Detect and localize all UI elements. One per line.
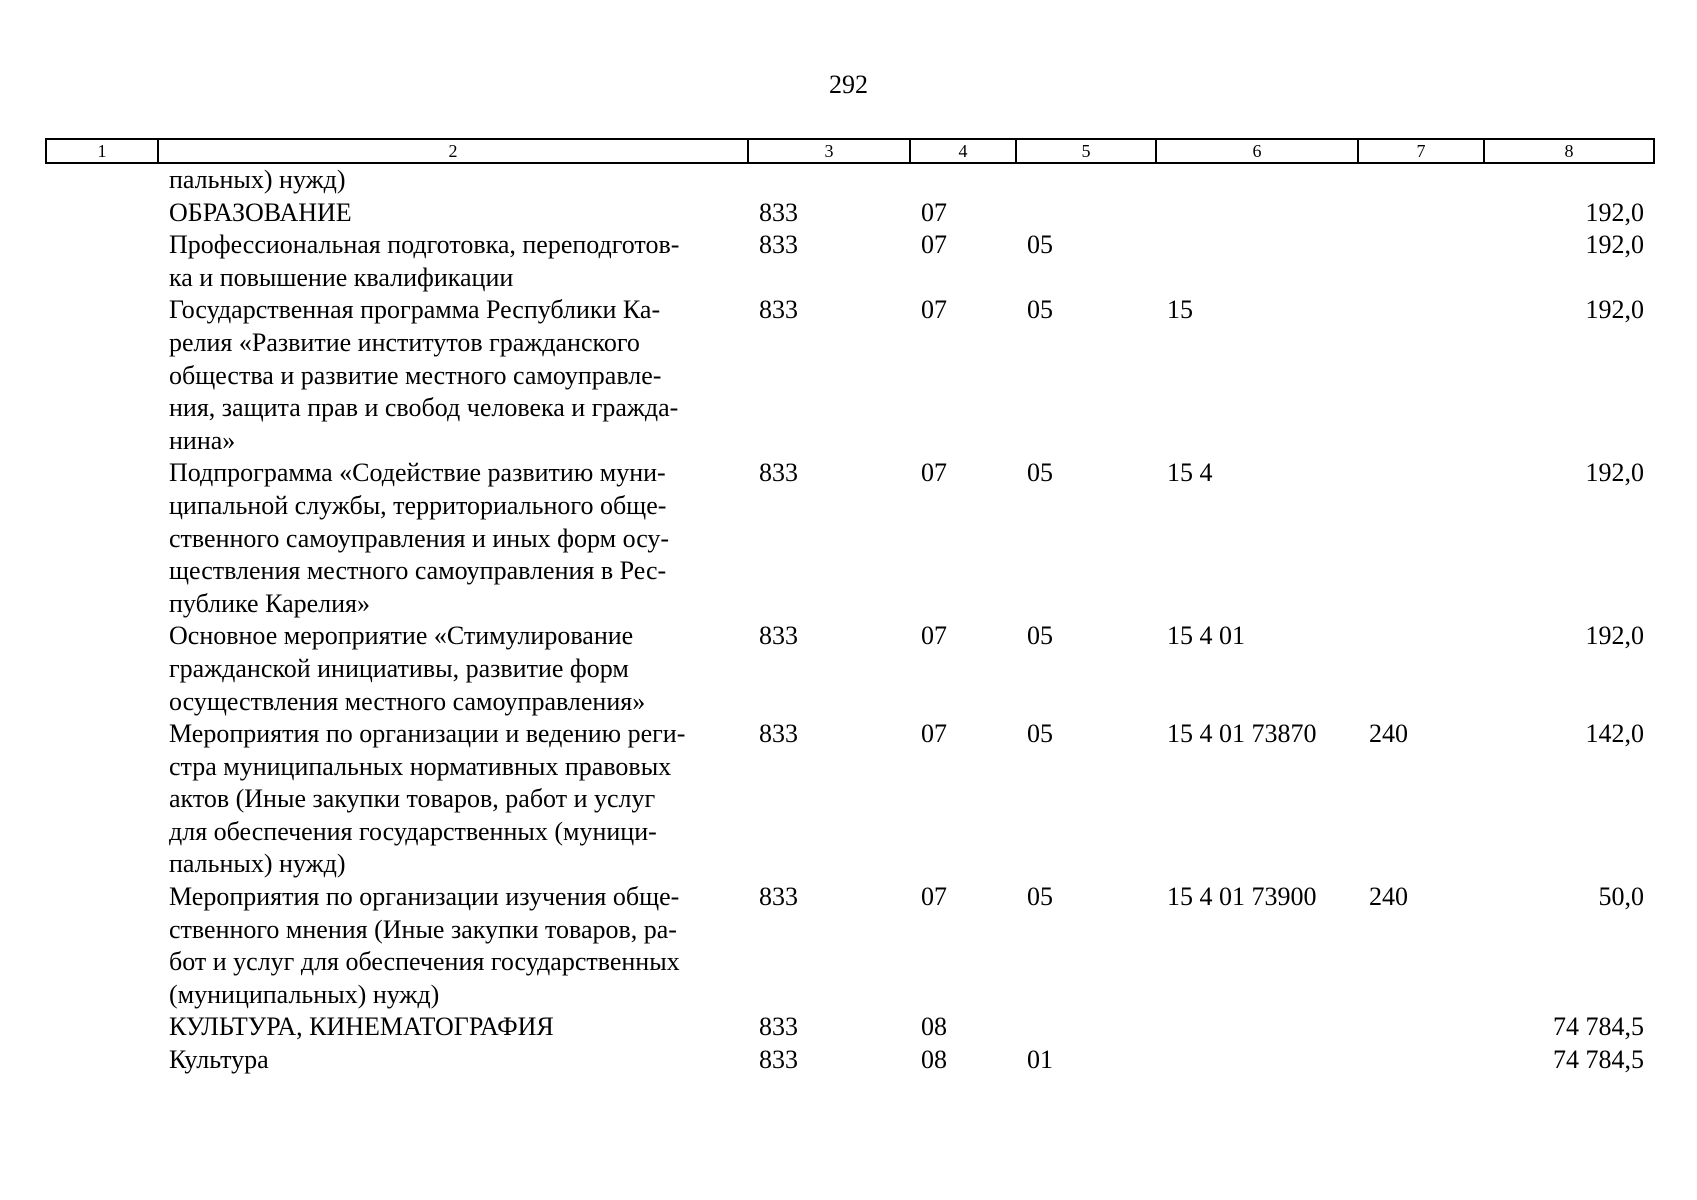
podrazdel-code-cell: 05 bbox=[1027, 882, 1053, 912]
razdel-code-cell: 07 bbox=[921, 295, 947, 325]
row-number-cell bbox=[46, 1044, 158, 1077]
target-article-cell bbox=[1156, 197, 1358, 230]
amount-cell: 192,0 bbox=[1585, 230, 1644, 260]
ved-code-cell: 833 bbox=[759, 230, 798, 260]
amount-cell: 142,0 bbox=[1585, 719, 1644, 749]
row-number-cell bbox=[46, 1011, 158, 1044]
table-row bbox=[46, 163, 1654, 197]
podrazdel-code-cell: 05 bbox=[1027, 230, 1053, 260]
table-row bbox=[46, 620, 1654, 718]
target-article-cell bbox=[1156, 1011, 1358, 1044]
expense-type-cell bbox=[1358, 620, 1484, 718]
table-row bbox=[46, 881, 1654, 1011]
razdel-code-cell bbox=[910, 163, 1016, 197]
table-row bbox=[46, 1011, 1654, 1044]
row-name-cell: Мероприятия по организации и ведению реги- стра муниципальных нормативных правовых актов (Иные закупки товаров, работ и услуг для обеспечения государственных (муници- пальных) нужд) bbox=[169, 719, 686, 879]
row-name-cell: КУЛЬТУРА, КИНЕМАТОГРАФИЯ bbox=[169, 1012, 554, 1042]
expense-type-cell bbox=[1358, 1044, 1484, 1077]
target-article-cell: 15 bbox=[1167, 295, 1193, 325]
expense-type-cell bbox=[1358, 294, 1484, 457]
podrazdel-code-cell bbox=[1016, 163, 1156, 197]
podrazdel-code-cell bbox=[1016, 1011, 1156, 1044]
razdel-code-cell: 07 bbox=[921, 197, 947, 227]
row-number-cell bbox=[46, 229, 158, 294]
razdel-code-cell: 08 bbox=[921, 1012, 947, 1042]
ved-code-cell bbox=[748, 163, 910, 197]
podrazdel-code-cell: 05 bbox=[1027, 295, 1053, 325]
expense-type-cell bbox=[1358, 163, 1484, 197]
row-name-cell: Профессиональная подготовка, переподготов- ка и повышение квалификации bbox=[169, 230, 680, 292]
header-col-7: 7 bbox=[1358, 139, 1484, 163]
ved-code-cell: 833 bbox=[759, 295, 798, 325]
target-article-cell: 15 4 01 73870 bbox=[1167, 719, 1317, 749]
row-name-cell: пальных) нужд) bbox=[169, 165, 346, 194]
row-number-cell bbox=[46, 163, 158, 197]
header-col-2: 2 bbox=[158, 139, 748, 163]
table-row bbox=[46, 294, 1654, 457]
ved-code-cell: 833 bbox=[759, 1012, 798, 1042]
table-row bbox=[46, 229, 1654, 294]
razdel-code-cell: 07 bbox=[921, 719, 947, 749]
header-col-3: 3 bbox=[748, 139, 910, 163]
expense-type-cell: 240 bbox=[1369, 719, 1408, 749]
table-row bbox=[46, 457, 1654, 620]
target-article-cell: 15 4 01 73900 bbox=[1167, 882, 1317, 912]
ved-code-cell: 833 bbox=[759, 458, 798, 488]
row-number-cell bbox=[46, 294, 158, 457]
header-col-6: 6 bbox=[1156, 139, 1358, 163]
ved-code-cell: 833 bbox=[759, 719, 798, 749]
target-article-cell bbox=[1156, 229, 1358, 294]
razdel-code-cell: 08 bbox=[921, 1045, 947, 1075]
row-name-cell: Подпрограмма «Содействие развитию муни- ципальной службы, территориального обще- ственного самоуправления и иных форм осу- ществления местного самоуправления в Рес- публике Карелия» bbox=[169, 458, 670, 618]
amount-cell: 74 784,5 bbox=[1553, 1012, 1644, 1042]
row-number-cell bbox=[46, 620, 158, 718]
table-row bbox=[46, 718, 1654, 881]
row-name-cell: ОБРАЗОВАНИЕ bbox=[169, 197, 352, 227]
page-number: 292 bbox=[829, 70, 868, 99]
target-article-cell: 15 4 bbox=[1167, 458, 1213, 488]
expense-type-cell bbox=[1358, 1011, 1484, 1044]
row-number-cell bbox=[46, 197, 158, 230]
header-col-5: 5 bbox=[1016, 139, 1156, 163]
amount-cell: 74 784,5 bbox=[1553, 1045, 1644, 1075]
amount-cell: 192,0 bbox=[1585, 197, 1644, 227]
row-number-cell bbox=[46, 457, 158, 620]
amount-cell: 192,0 bbox=[1585, 458, 1644, 488]
ved-code-cell: 833 bbox=[759, 1045, 798, 1075]
razdel-code-cell: 07 bbox=[921, 882, 947, 912]
amount-cell: 50,0 bbox=[1598, 882, 1644, 912]
column-number-header bbox=[46, 139, 1654, 163]
amount-cell bbox=[1484, 163, 1654, 197]
target-article-cell bbox=[1156, 163, 1358, 197]
razdel-code-cell: 07 bbox=[921, 458, 947, 488]
row-number-cell bbox=[46, 718, 158, 881]
header-col-8: 8 bbox=[1484, 139, 1654, 163]
amount-cell: 192,0 bbox=[1585, 621, 1644, 651]
podrazdel-code-cell: 05 bbox=[1027, 719, 1053, 749]
budget-table bbox=[45, 138, 1655, 1077]
podrazdel-code-cell: 05 bbox=[1027, 458, 1053, 488]
table-row bbox=[46, 1044, 1654, 1077]
row-number-cell bbox=[46, 881, 158, 1011]
podrazdel-code-cell: 05 bbox=[1027, 621, 1053, 651]
expense-type-cell bbox=[1358, 197, 1484, 230]
amount-cell: 192,0 bbox=[1585, 295, 1644, 325]
row-name-cell: Мероприятия по организации изучения обще- ственного мнения (Иные закупки товаров, ра- бот и услуг для обеспечения государственных (муниципальных) нужд) bbox=[169, 882, 680, 1009]
row-name-cell: Основное мероприятие «Стимулирование гражданской инициативы, развитие форм осуществления местного самоуправления» bbox=[169, 621, 646, 716]
header-col-1: 1 bbox=[46, 139, 158, 163]
expense-type-cell bbox=[1358, 229, 1484, 294]
row-name-cell: Культура bbox=[169, 1045, 269, 1075]
target-article-cell bbox=[1156, 1044, 1358, 1077]
row-name-cell: Государственная программа Республики Ка- релия «Развитие институтов гражданского общества и развитие местного самоуправле- ния, защита прав и свобод человека и гражда- нина» bbox=[169, 295, 679, 455]
header-col-4: 4 bbox=[910, 139, 1016, 163]
razdel-code-cell: 07 bbox=[921, 621, 947, 651]
podrazdel-code-cell bbox=[1016, 197, 1156, 230]
podrazdel-code-cell: 01 bbox=[1027, 1045, 1053, 1075]
expense-type-cell: 240 bbox=[1369, 882, 1408, 912]
ved-code-cell: 833 bbox=[759, 197, 798, 227]
target-article-cell: 15 4 01 bbox=[1167, 621, 1245, 651]
expense-type-cell bbox=[1358, 457, 1484, 620]
table-row bbox=[46, 197, 1654, 230]
ved-code-cell: 833 bbox=[759, 621, 798, 651]
razdel-code-cell: 07 bbox=[921, 230, 947, 260]
ved-code-cell: 833 bbox=[759, 882, 798, 912]
